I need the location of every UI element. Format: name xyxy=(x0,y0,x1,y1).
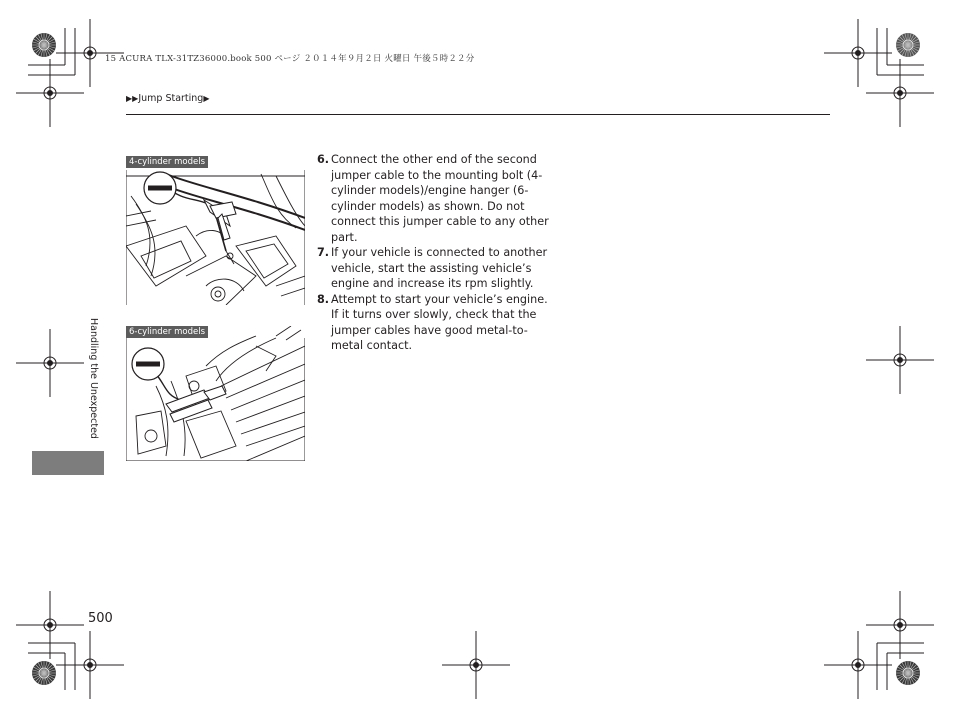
registration-target-icon xyxy=(442,631,510,699)
registration-target-icon xyxy=(866,326,934,394)
step-7 xyxy=(317,245,557,292)
step-text: Connect the other end of the second jumper cable to the mounting bolt (4-cylinder models)/engine hanger (6-cylinder models) as shown. Do not connect this jumper cable to any other part. xyxy=(331,153,549,244)
breadcrumb-arrows: ▶▶ xyxy=(126,94,139,103)
section-tab-label xyxy=(85,318,99,450)
step-number: 8. xyxy=(317,292,330,306)
registration-target-icon xyxy=(866,59,934,127)
registration-target-icon xyxy=(16,591,84,659)
figure-6-cylinder xyxy=(126,326,305,461)
step-number: 7. xyxy=(317,246,330,259)
registration-target-icon xyxy=(16,329,84,397)
step-text: If your vehicle is connected to another vehicle, start the assisting vehicle’s engine and increase its rpm slightly. xyxy=(331,246,548,290)
negative-terminal-icon xyxy=(144,172,176,204)
registration-target-icon xyxy=(824,631,892,699)
step-8 xyxy=(317,292,557,354)
color-dial-icon xyxy=(32,661,56,685)
step-text: Attempt to start your vehicle’s engine. If it turns over slowly, check that the jumper cables have good metal-to-metal contact. xyxy=(331,292,548,352)
registration-target-icon xyxy=(56,631,124,699)
engine-illustration xyxy=(126,156,305,305)
color-dial-icon xyxy=(32,33,56,57)
registration-target-icon xyxy=(16,59,84,127)
section-title: Handling the Unexpected xyxy=(88,318,99,439)
print-header: 15 ACURA TLX-31TZ36000.book 500 ページ ２０１４年９月２日 火曜日 午後５時２２分 xyxy=(105,54,475,64)
header-rule xyxy=(126,114,830,115)
section-tab[interactable] xyxy=(32,451,104,475)
step-number: 6. xyxy=(317,153,330,166)
registration-target-icon xyxy=(824,19,892,87)
breadcrumb-label[interactable]: Jump Starting xyxy=(138,93,204,104)
breadcrumb xyxy=(126,93,210,104)
figure-caption: 6-cylinder models xyxy=(126,326,208,338)
color-dial-icon xyxy=(896,661,920,685)
negative-terminal-icon xyxy=(132,348,164,380)
page-number: 500 xyxy=(88,611,113,626)
instruction-steps xyxy=(317,152,557,354)
color-dial-icon xyxy=(896,33,920,57)
figure-caption: 4-cylinder models xyxy=(126,156,208,168)
registration-target-icon xyxy=(866,591,934,659)
breadcrumb-end-arrow: ▶ xyxy=(203,94,210,103)
step-6 xyxy=(317,152,557,245)
figure-4-cylinder xyxy=(126,156,305,305)
engine-illustration xyxy=(126,326,305,461)
